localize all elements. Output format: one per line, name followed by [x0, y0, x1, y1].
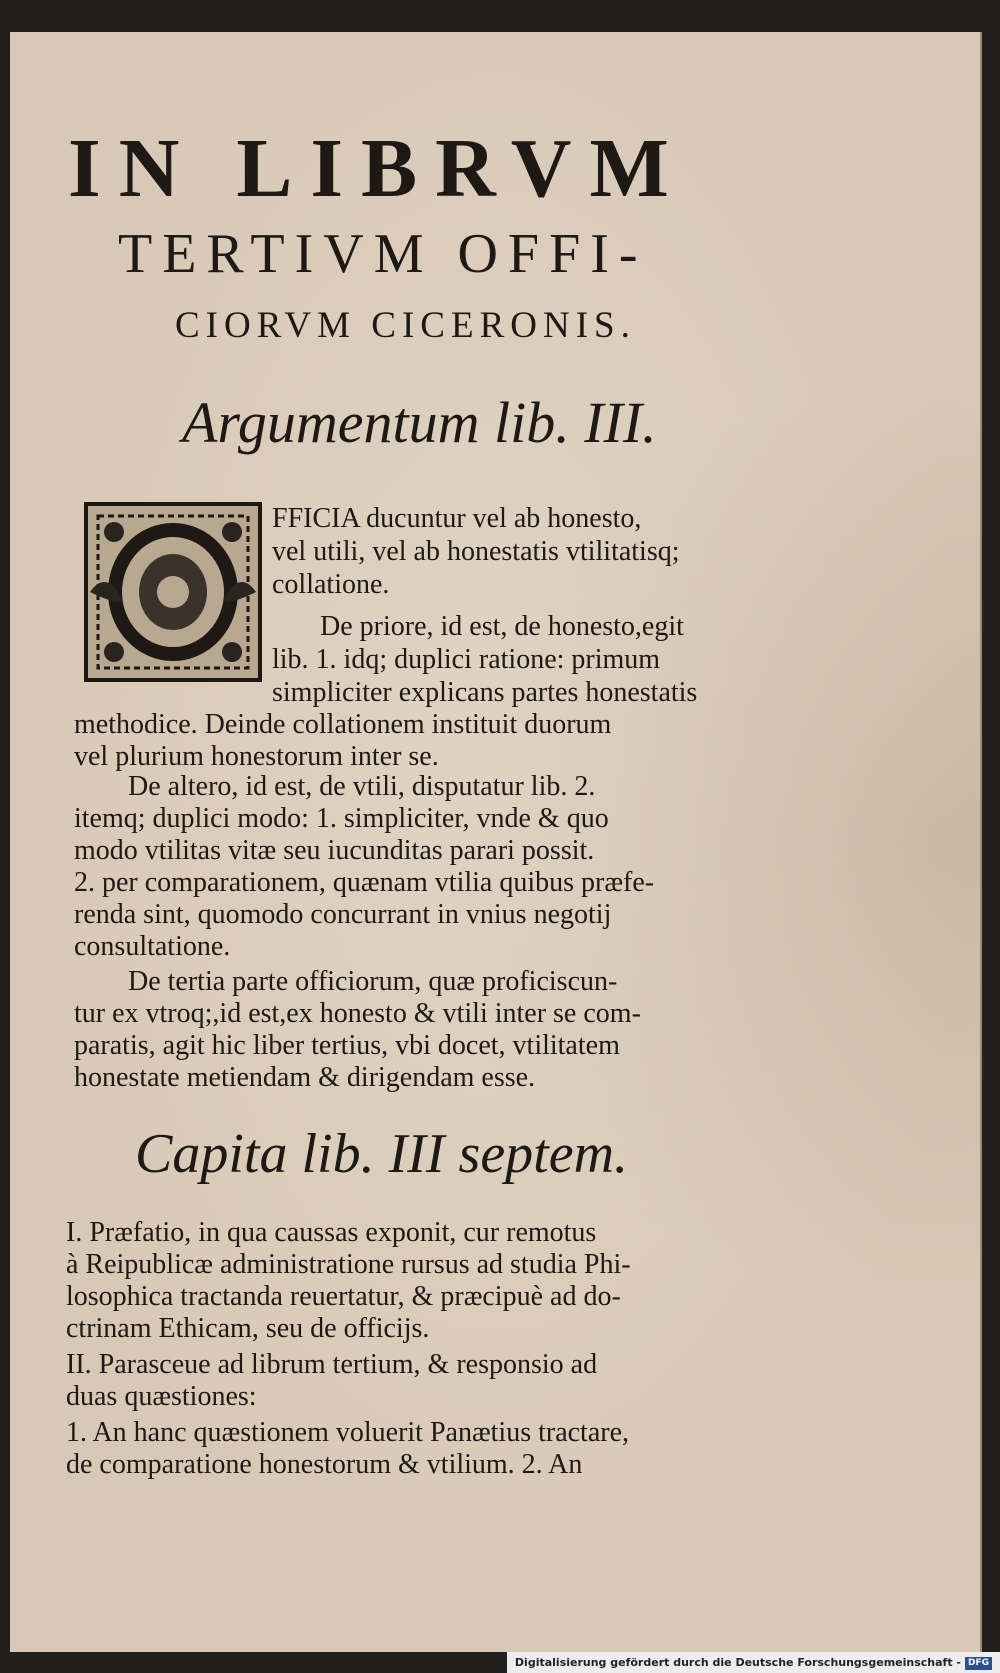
argument-line: itemq; duplici modo: 1. simpliciter, vnde & quo — [74, 803, 609, 834]
capita-line: losophica tractanda reuertatur, & præcipuè ad do- — [66, 1281, 621, 1312]
book-page — [10, 32, 982, 1652]
capita-line: de comparatione honestorum & vtilium. 2. An — [66, 1449, 583, 1480]
capita-line: ctrinam Ethicam, seu de officijs. — [66, 1313, 430, 1344]
credit-text: Digitalisierung gefördert durch die Deutsche Forschungsgemeinschaft - — [514, 1656, 961, 1669]
argument-line: consultatione. — [74, 931, 231, 962]
argument-line: tur ex vtroq;,id est,ex honesto & vtili inter se com- — [74, 998, 641, 1029]
capita-line: à Reipublicæ administratione rursus ad studia Phi- — [66, 1249, 631, 1280]
capita-line: II. Parasceue ad librum tertium, & responsio ad — [66, 1349, 598, 1380]
capita-line: duas quæstiones: — [66, 1381, 257, 1412]
argument-line: paratis, agit hic liber tertius, vbi docet, vtilitatem — [74, 1030, 620, 1061]
title-line-3: CIORVM CICERONIS. — [175, 305, 636, 346]
decorated-initial-o-icon — [84, 502, 262, 682]
argument-line: simpliciter explicans partes honestatis — [272, 677, 698, 708]
title-line-1: IN LIBRVM — [68, 122, 687, 215]
argument-line: De altero, id est, de vtili, disputatur lib. 2. — [128, 771, 596, 802]
dfg-logo-icon: DFG — [965, 1657, 992, 1670]
capita-heading: Capita lib. III septem. — [135, 1123, 629, 1185]
argument-line: lib. 1. idq; duplici ratione: primum — [272, 644, 661, 675]
argument-line: renda sint, quomodo concurrant in vnius negotij — [74, 899, 612, 930]
argument-line: 2. per comparationem, quænam vtilia quibus præfe- — [74, 867, 655, 898]
argument-line: honestate metiendam & dirigendam esse. — [74, 1062, 536, 1093]
argument-line: FFICIA ducuntur vel ab honesto, — [272, 503, 642, 534]
argument-line: methodice. Deinde collationem instituit duorum — [74, 709, 612, 740]
capita-line: 1. An hanc quæstionem voluerit Panætius tractare, — [66, 1417, 630, 1448]
argument-line: vel utili, vel ab honestatis vtilitatisq; — [272, 536, 680, 567]
title-line-2: TERTIVM OFFI- — [118, 223, 648, 285]
argument-heading: Argumentum lib. III. — [182, 390, 657, 455]
argument-line: modo vtilitas vitæ seu iucunditas parari possit. — [74, 835, 595, 866]
argument-line: collatione. — [272, 569, 390, 600]
argument-line: De tertia parte officiorum, quæ proficiscun- — [128, 966, 618, 997]
capita-line: I. Præfatio, in qua caussas exponit, cur remotus — [66, 1217, 597, 1248]
argument-line: vel plurium honestorum inter se. — [74, 741, 439, 772]
digitization-credit — [507, 1652, 1000, 1673]
argument-line: De priore, id est, de honesto,egit — [320, 611, 684, 642]
